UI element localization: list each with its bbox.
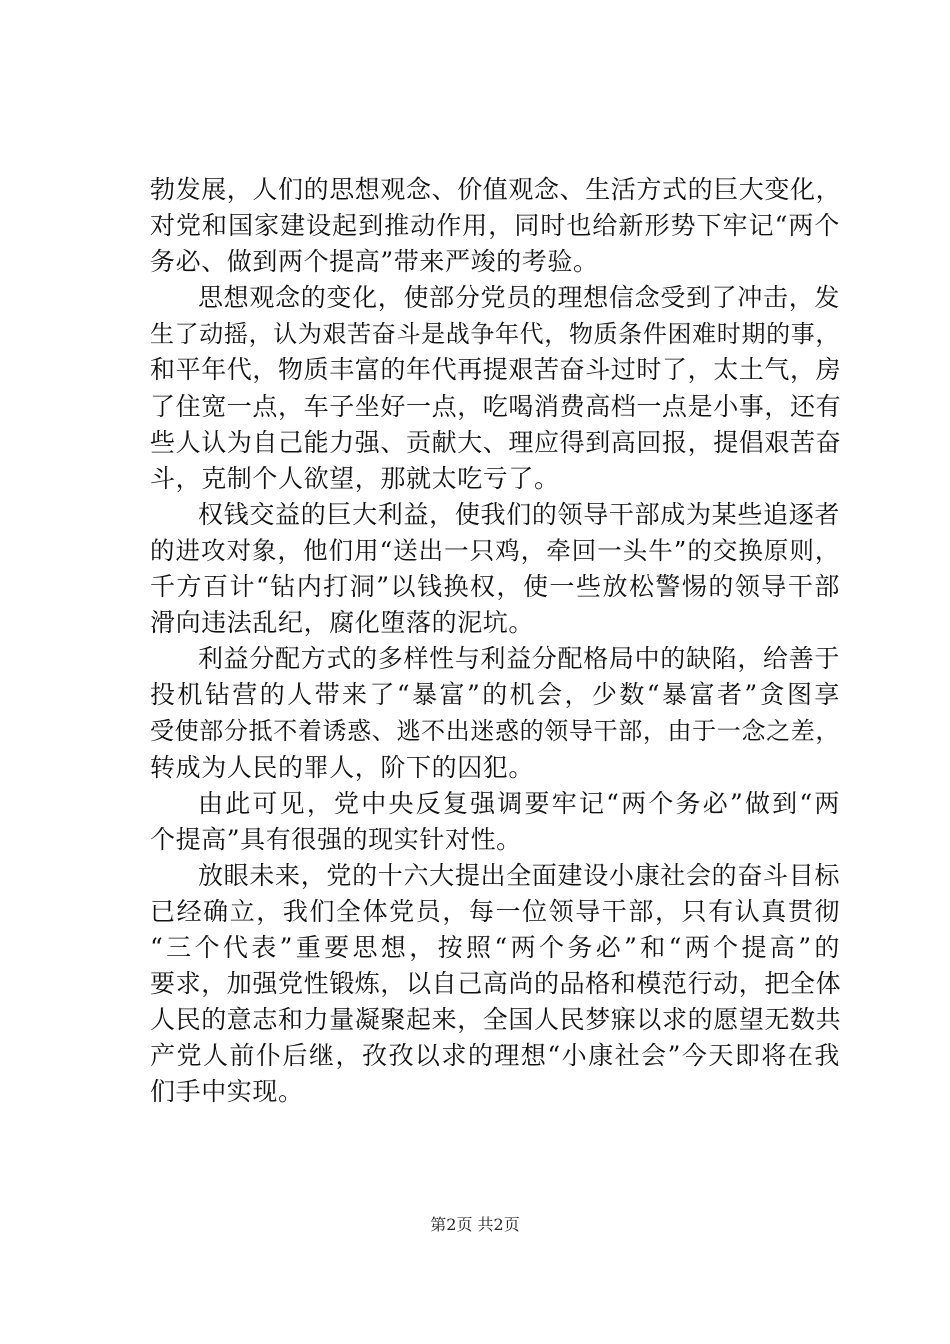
text-line: 务必、做到两个提高”带来严竣的考验。 — [150, 247, 599, 277]
text-line: “三个代表”重要思想，按照“两个务必”和“两个提高”的 — [150, 932, 840, 962]
text-line: 滑向违法乱纪，腐化堕落的泥坑。 — [150, 608, 535, 638]
text-line: 生了动摇，认为艰苦奋斗是战争年代，物质条件困难时期的事， — [150, 320, 840, 349]
text-line: 对党和国家建设起到推动作用，同时也给新形势下牢记“两个 — [150, 211, 840, 241]
text-line: 受使部分抵不着诱惑、逃不出迷惑的领导干部，由于一念之差， — [150, 717, 840, 746]
paragraph-first-line: 思想观念的变化，使部分党员的理想信念受到了冲击，发 — [198, 283, 840, 313]
text-line: 的进攻对象，他们用“送出一只鸡，牵回一头牛”的交换原则， — [150, 535, 840, 565]
text-line: 斗，克制个人欲望，那就太吃亏了。 — [150, 463, 560, 493]
text-line: 已经确立，我们全体党员，每一位领导干部，只有认真贯彻 — [150, 896, 840, 926]
paragraph-first-line: 放眼未来，党的十六大提出全面建设小康社会的奋斗目标 — [198, 860, 840, 890]
text-line: 人民的意志和力量凝聚起来，全国人民梦寐以求的愿望无数共 — [150, 1005, 842, 1035]
text-line: 了住宽一点，车子坐好一点，吃喝消费高档一点是小事，还有 — [150, 391, 842, 421]
text-line: 要求，加强党性锻炼，以自己高尚的品格和模范行动，把全体 — [150, 969, 842, 999]
text-line: 产党人前仆后继，孜孜以求的理想“小康社会”今天即将在我 — [150, 1041, 840, 1071]
text-line: 投机钻营的人带来了“暴富”的机会，少数“暴富者”贪图享 — [150, 680, 840, 710]
text-line: 转成为人民的罪人，阶下的囚犯。 — [150, 752, 535, 782]
paragraph-first-line: 权钱交益的巨大利益，使我们的领导干部成为某些追逐者 — [198, 499, 840, 529]
text-line: 们手中实现。 — [150, 1077, 304, 1107]
text-line: 和平年代，物质丰富的年代再提艰苦奋斗过时了，太土气，房 — [150, 355, 842, 385]
text-line: 千方百计“钻内打洞”以钱换权，使一些放松警惕的领导干部 — [150, 572, 840, 602]
text-line: 些人认为自己能力强、贡献大、理应得到高回报，提倡艰苦奋 — [150, 427, 842, 457]
paragraph-first-line: 由此可见，党中央反复强调要牢记“两个务必”做到“两 — [198, 788, 840, 818]
text-line: 个提高”具有很强的现实针对性。 — [150, 824, 522, 854]
page-number-footer: 第2页 共2页 — [430, 1215, 520, 1234]
text-line: 勃发展，人们的思想观念、价值观念、生活方式的巨大变化， — [150, 175, 842, 204]
paragraph-first-line: 利益分配方式的多样性与利益分配格局中的缺陷，给善于 — [198, 644, 840, 674]
document-body — [150, 172, 840, 1110]
